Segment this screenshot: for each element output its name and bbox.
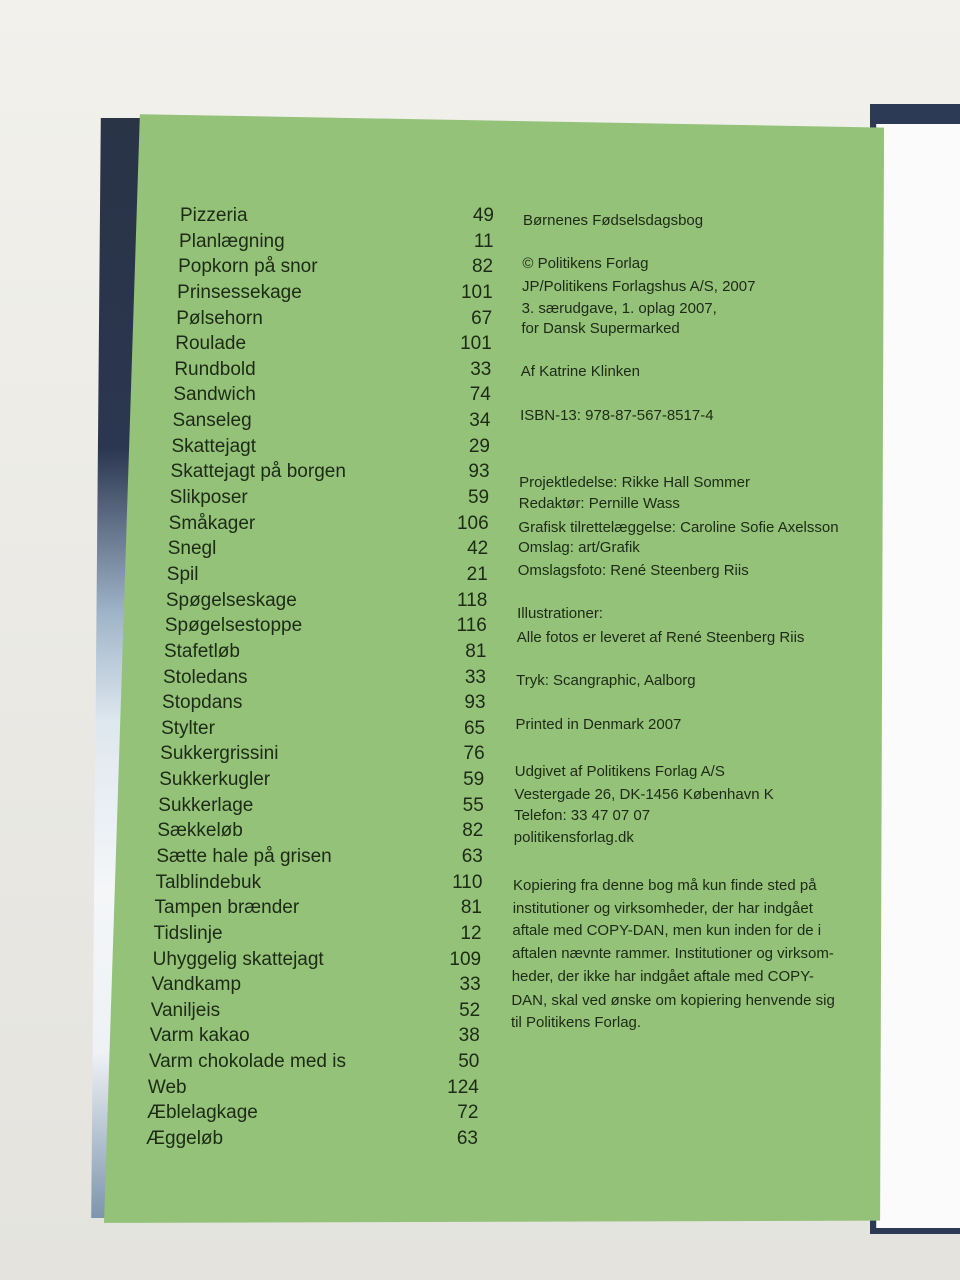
- index-page-number: 82: [462, 820, 484, 842]
- index-page-number: 52: [459, 999, 481, 1021]
- index-term: Sækkeløb: [157, 820, 243, 842]
- index-term: Pølsehorn: [176, 307, 263, 329]
- imprint-line: Kopiering fra denne bog må kun finde sted på: [513, 877, 817, 894]
- index-page-number: 67: [471, 307, 493, 329]
- imprint-line: politikensforlag.dk: [513, 829, 634, 846]
- index-term: Skattejagt: [171, 435, 256, 457]
- index-page-number: 82: [471, 256, 494, 278]
- imprint-line: JP/Politikens Forlagshus A/S, 2007: [522, 278, 756, 295]
- index-page-number: 72: [457, 1102, 479, 1124]
- index-term: Spil: [166, 563, 199, 585]
- imprint-line: Telefon: 33 47 07 07: [514, 807, 651, 824]
- index-page-number: 12: [460, 922, 482, 944]
- imprint-line: til Politikens Forlag.: [511, 1014, 642, 1031]
- index-term: Sukkerlage: [158, 794, 254, 816]
- imprint-line: 3. særudgave, 1. oplag 2007,: [521, 300, 717, 317]
- imprint-line: for Dansk Supermarked: [521, 320, 680, 337]
- index-page-number: 42: [467, 538, 489, 560]
- index-page-number: 59: [467, 487, 490, 509]
- index-page-number: 101: [460, 281, 493, 303]
- index-page-number: 21: [466, 563, 488, 585]
- next-page: [876, 124, 960, 1228]
- index-page-number: 116: [456, 615, 487, 637]
- index-term: Sukkergrissini: [160, 743, 279, 765]
- index-page-number: 11: [473, 230, 494, 252]
- index-page-number: 93: [464, 692, 486, 714]
- index-term: Prinsessekage: [177, 281, 302, 303]
- imprint-line: Omslagsfoto: René Steenberg Riis: [517, 562, 749, 579]
- imprint-line: Projektledelse: Rikke Hall Sommer: [519, 474, 750, 491]
- imprint-line: Tryk: Scangraphic, Aalborg: [516, 672, 696, 689]
- index-term: Stafetløb: [163, 640, 240, 662]
- imprint-line: Af Katrine Klinken: [520, 363, 640, 380]
- index-term: Småkager: [168, 512, 256, 534]
- index-term: Talblindebuk: [155, 871, 262, 893]
- index-term: Planlægning: [179, 230, 285, 252]
- index-page-number: 101: [460, 333, 492, 355]
- imprint-line: aftalen nævnte rammer. Institutioner og virksom-: [512, 945, 834, 962]
- index-page-number: 33: [464, 666, 486, 688]
- index-term: Sanseleg: [172, 410, 252, 432]
- index-term: Stopdans: [162, 692, 243, 714]
- index-term: Rundbold: [174, 358, 256, 380]
- imprint-line: heder, der ikke har indgået aftale med COPY-: [511, 968, 814, 985]
- index-term: Web: [147, 1076, 187, 1098]
- imprint-line: Grafisk tilrettelæggelse: Caroline Sofie Axelsson: [518, 519, 839, 536]
- index-term: Varm kakao: [149, 1025, 250, 1047]
- index-term: Varm chokolade med is: [148, 1051, 346, 1073]
- index-term: Stoledans: [163, 666, 248, 688]
- index-page-number: 76: [463, 743, 485, 765]
- index-term: Spøgelseskage: [165, 589, 297, 611]
- index-page-number: 81: [460, 897, 482, 919]
- index-page-number: 49: [472, 205, 494, 226]
- imprint-line: DAN, skal ved ønske om kopiering henvende sig: [511, 992, 835, 1009]
- index-term: Spøgelsestoppe: [164, 615, 303, 637]
- index-term: Æggeløb: [146, 1128, 224, 1149]
- index-term: Skattejagt på borgen: [170, 461, 346, 483]
- index-term: Roulade: [175, 333, 247, 355]
- imprint-line: Alle fotos er leveret af René Steenberg Riis: [516, 629, 805, 646]
- index-term: Sætte hale på grisen: [156, 845, 332, 867]
- index-page-number: 29: [468, 435, 490, 457]
- index-term: Popkorn på snor: [178, 256, 318, 278]
- index-term: Stylter: [161, 717, 215, 739]
- index-page-number: 33: [459, 974, 481, 996]
- index-page-number: 93: [468, 461, 490, 483]
- index-term: Tampen brænder: [154, 897, 300, 919]
- index-term: Vaniljeis: [150, 999, 221, 1021]
- index-page-number: 55: [462, 794, 484, 816]
- index-page-number: 34: [469, 410, 491, 432]
- index-term: Uhyggelig skattejagt: [152, 948, 324, 970]
- index-page-number: 33: [470, 358, 492, 380]
- index-page-number: 50: [458, 1051, 480, 1073]
- index-page-number: 81: [465, 640, 487, 662]
- index-page-number: 59: [463, 769, 485, 791]
- index-page-number: 74: [469, 384, 491, 406]
- imprint-line: Redaktør: Pernille Wass: [518, 495, 680, 512]
- imprint-line: Børnenes Fødselsdagsbog: [523, 212, 704, 229]
- index-term: Sukkerkugler: [159, 769, 271, 791]
- index-term: Vandkamp: [151, 974, 242, 996]
- imprint-line: institutioner og virksomheder, der har indgået: [512, 900, 813, 917]
- imprint-line: © Politikens Forlag: [522, 255, 649, 272]
- imprint-line: Printed in Denmark 2007: [515, 716, 682, 733]
- index-page-number: 118: [457, 589, 488, 611]
- imprint-line: Udgivet af Politikens Forlag A/S: [514, 763, 725, 780]
- index-term: Sandwich: [173, 384, 256, 406]
- index-page-number: 106: [456, 512, 489, 534]
- index-page-number: 38: [458, 1025, 480, 1047]
- index-page-number: 110: [452, 871, 483, 893]
- index-page-number: 63: [456, 1128, 478, 1149]
- index-page-number: 124: [447, 1076, 479, 1098]
- index-term: Tidslinje: [153, 922, 223, 944]
- imprint-line: Illustrationer:: [517, 605, 603, 622]
- index-term: Pizzeria: [180, 205, 248, 226]
- imprint-line: ISBN-13: 978-87-567-8517-4: [520, 407, 714, 424]
- imprint-line: Vestergade 26, DK-1456 København K: [514, 786, 774, 803]
- imprint-line: aftale med COPY-DAN, men kun inden for de i: [512, 922, 822, 939]
- index-page-number: 109: [449, 948, 482, 970]
- imprint-line: Omslag: art/Grafik: [518, 539, 640, 556]
- index-term: Æblelagkage: [146, 1102, 258, 1124]
- index-page-number: 63: [461, 845, 483, 867]
- index-term: Slikposer: [169, 487, 248, 509]
- index-term: Snegl: [167, 538, 217, 560]
- index-page-number: 65: [463, 717, 486, 739]
